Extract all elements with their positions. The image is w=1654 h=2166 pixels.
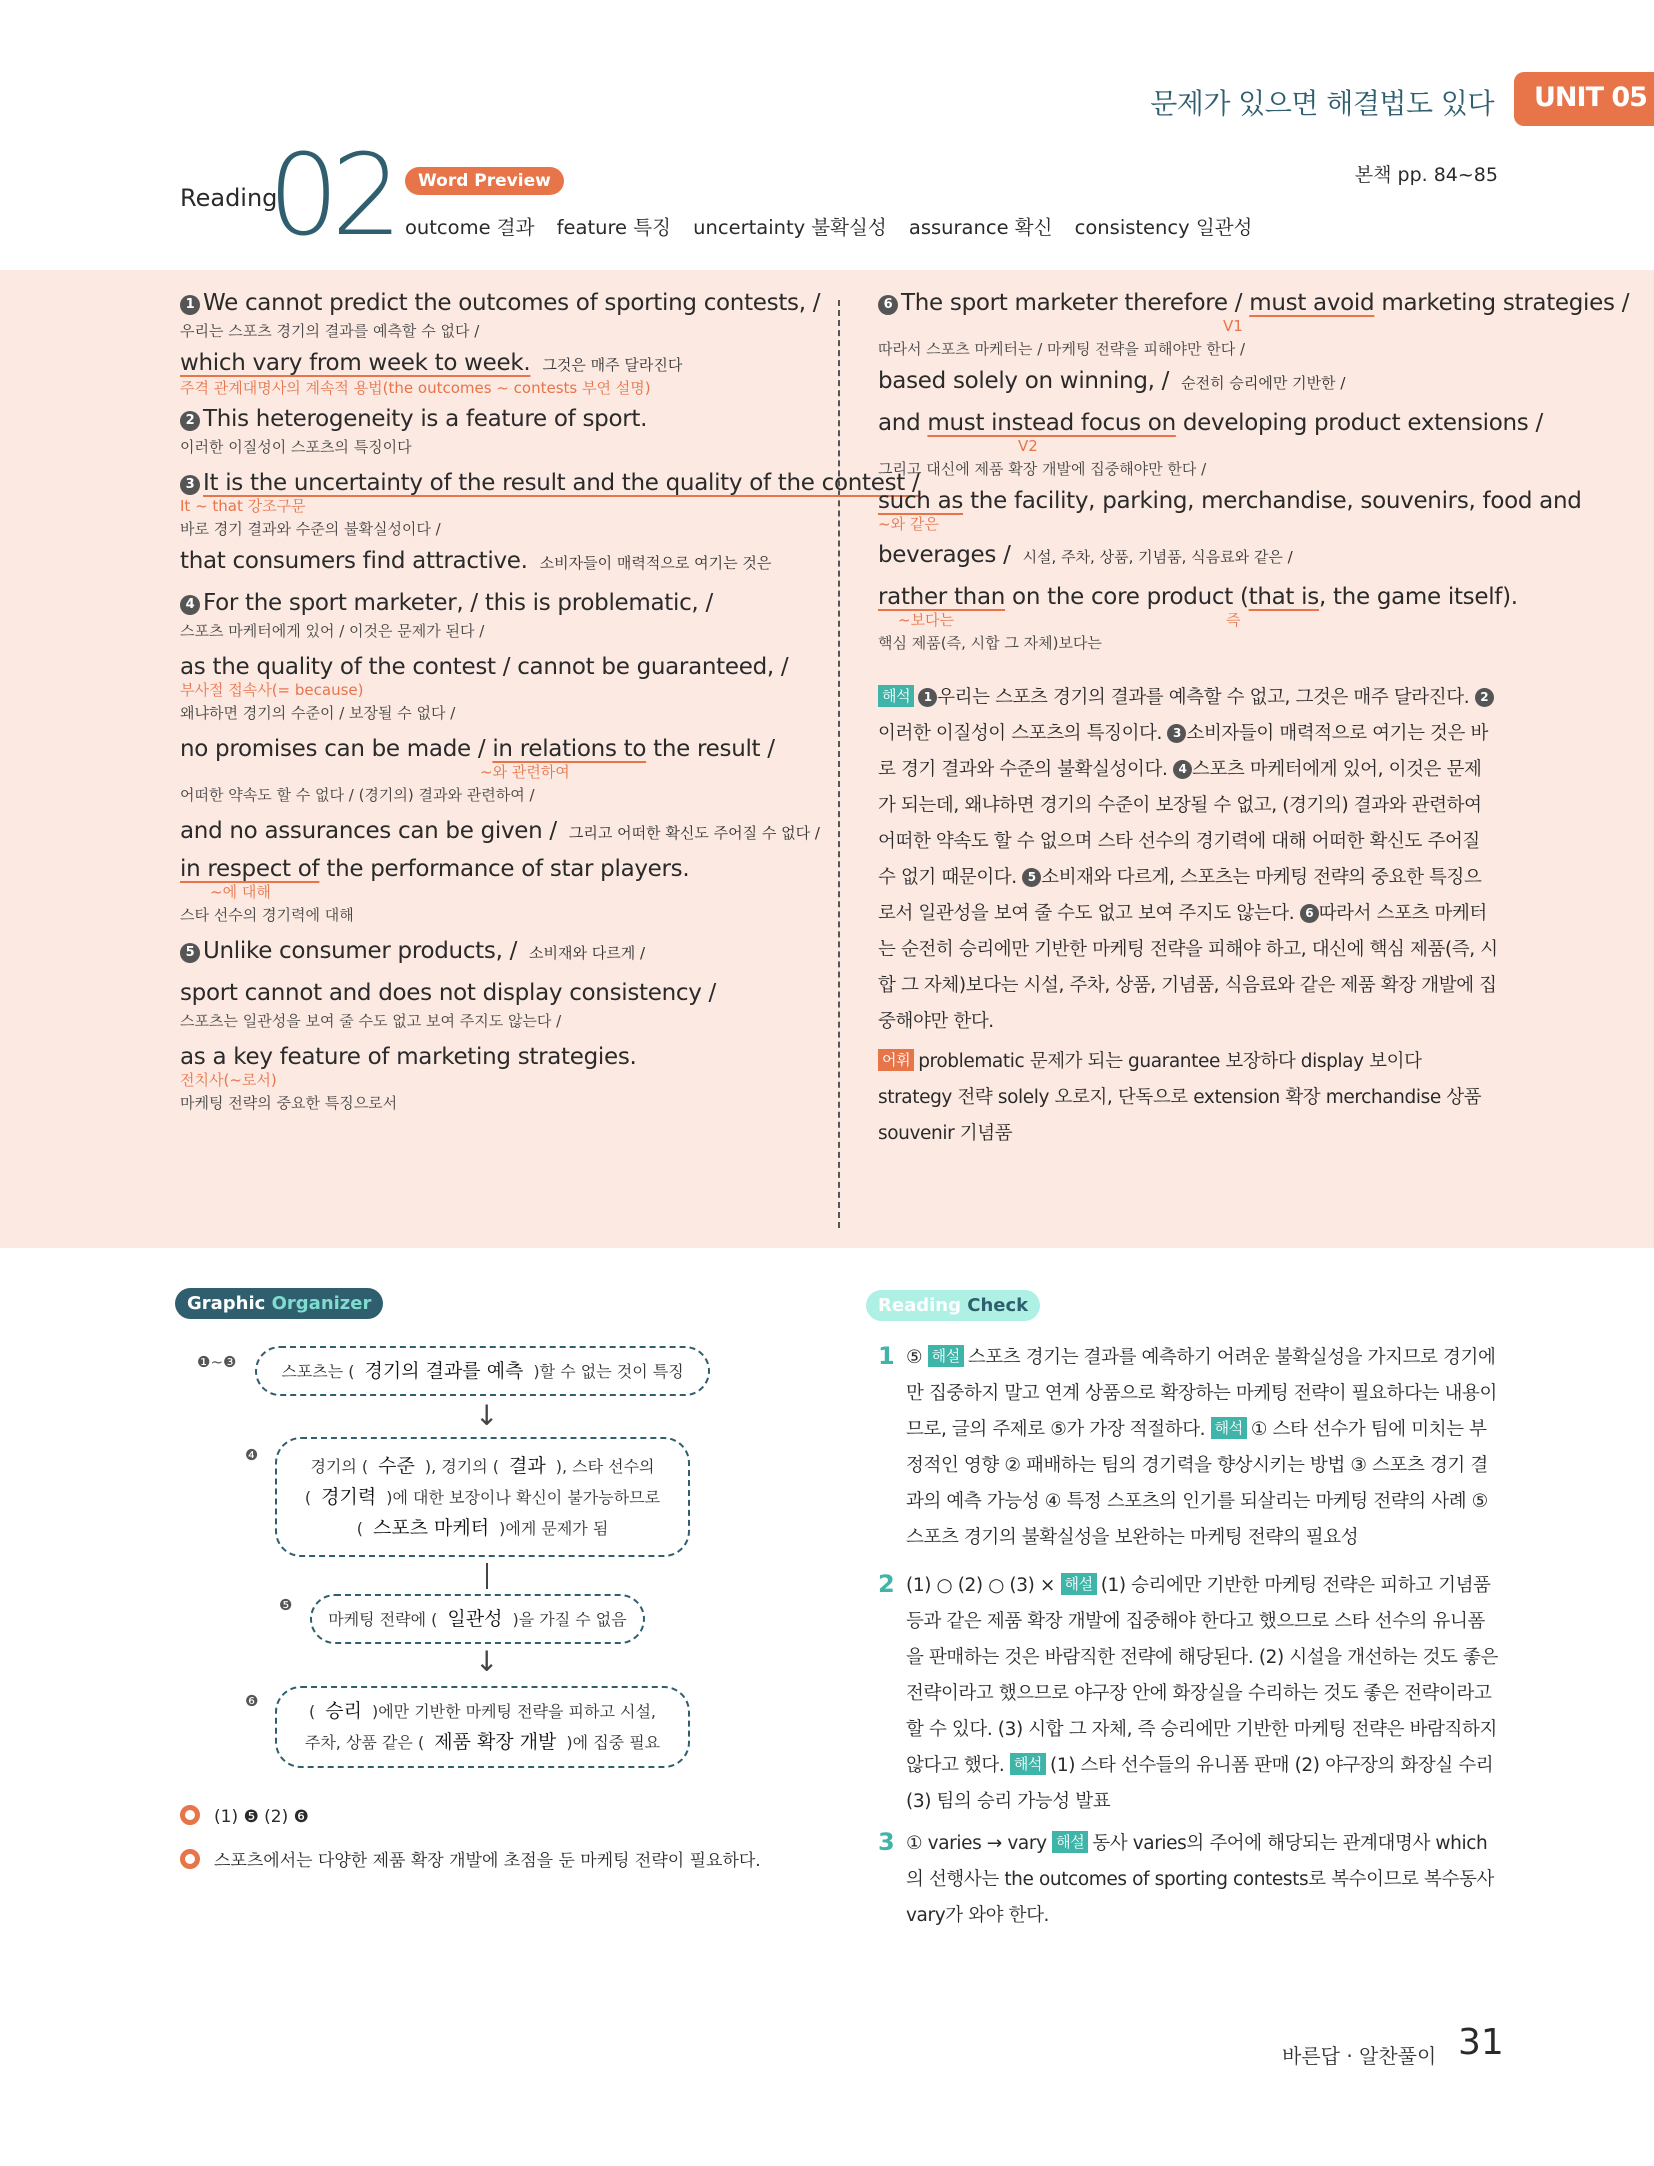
organizer-box-2: 경기의 ( 수준 ), 경기의 ( 결과 ), 스타 선수의 ( 경기력 )에 대한 보장이나 확신이 불가능하므로 ( 스포츠 마케터 )에게 문제가 됨 <box>275 1437 690 1557</box>
sentence-number-icon: 1 <box>180 295 200 315</box>
translation-line: 핵심 제품(즉, 시합 그 자체)보다는 <box>878 634 1102 652</box>
sentence-number-icon: 6 <box>878 295 898 315</box>
translation-tag: 해석 <box>878 685 914 707</box>
sentence-6d: such as the facility, parking, merchandise, souvenirs, food and <box>878 488 1582 514</box>
sentence-3a: 3 It is the uncertainty of the result and the quality of the contest / <box>180 468 820 498</box>
bullet-icon <box>180 1805 200 1825</box>
organizer-box-1: 스포츠는 ( 경기의 결과를 예측 )할 수 없는 것이 특징 <box>255 1346 710 1396</box>
translation-line: 따라서 스포츠 마케터는 / 마케팅 전략을 피해야만 한다 / <box>878 340 1246 358</box>
grammar-note: V2 <box>1018 437 1038 455</box>
grammar-note: It ~ that 강조구문 <box>180 497 306 515</box>
sentence-2: 2 This heterogeneity is a feature of sport. <box>180 404 820 434</box>
grammar-note: ~에 대해 <box>210 883 271 901</box>
translation-line: 스포츠 마케터에게 있어 / 이것은 문제가 된다 / <box>180 622 485 640</box>
organizer-answer-1: (1) ❺ (2) ❻ <box>180 1805 309 1827</box>
reading-check-badge: Reading Check <box>866 1290 1040 1321</box>
full-translation: 해석 1 우리는 스포츠 경기의 결과를 예측할 수 없고, 그것은 매주 달라진다. 2이러한 이질성이 스포츠의 특징이다. 3 소비자들이 매력적으로 여기는 것은 바로 경기 결과와 수준의 불확실성이다. 4 스포츠 마케터에게 있어, 이것은 문제가 되는데, 왜냐하면 경기의 수준이 보장될 수 없고, (경기의) 결과와 관련하여 어떠한 약속도 할 수 없으며 스타 선수의 경기력에 대해 어떠한 확신도 주어질 수 없기 때문이다. 5 소비재와 다르게, 스포츠는 마케팅 전략의 중요한 특징으로서 일관성을 보여 줄 수도 없고 보여 주지도 않는다. 6 따라서 스포츠 마케터는 순전히 승리에만 기반한 마케팅 전략을 피해야 하고, 대신에 핵심 제품(즉, 시합 그 자체)보다는 시설, 주차, 상품, 기념품, 식음료와 같은 제품 확장 개발에 집중해야만 한다. <box>878 687 1498 1032</box>
translation-line: 왜냐하면 경기의 수준이 / 보장될 수 없다 / <box>180 704 456 722</box>
sentence-6a: 6 The sport marketer therefore / must avoid marketing strategies / <box>878 288 1498 318</box>
sentence-number-icon: 2 <box>180 411 200 431</box>
vocabulary-list: 어휘 problematic 문제가 되는 guarantee 보장하다 display 보이다 strategy 전략 solely 오로지, 단독으로 extension 확장 merchandise 상품 souvenir 기념품 <box>878 1051 1482 1144</box>
sentence-4d: and no assurances can be given / 그리고 어떠한 확신도 주어질 수 없다 / <box>180 818 820 844</box>
grammar-note: ~와 같은 <box>878 515 939 533</box>
sentence-1a: 1 We cannot predict the outcomes of sporting contests, / <box>180 288 820 318</box>
sentence-number-icon: 5 <box>180 943 200 963</box>
organizer-label: ❶~❸ <box>197 1353 237 1371</box>
grammar-note: ~와 관련하여 <box>480 763 570 781</box>
translation-line: 마케팅 전략의 중요한 특징으로서 <box>180 1094 398 1112</box>
translation-line: 이러한 이질성이 스포츠의 특징이다 <box>180 438 412 456</box>
sentence-6f: rather than on the core product (that is, the game itself). <box>878 584 1518 610</box>
organizer-box-4: ( 승리 )에만 기반한 마케팅 전략을 피하고 시설, 주차, 상품 같은 ( 제품 확장 개발 )에 집중 필요 <box>275 1686 690 1768</box>
organizer-answer-2: 스포츠에서는 다양한 제품 확장 개발에 초점을 둔 마케팅 전략이 필요하다. <box>180 1846 761 1871</box>
word-preview-item: feature 특징 <box>556 216 671 239</box>
sentence-4a: 4 For the sport marketer, / this is problematic, / <box>180 588 820 618</box>
page-number: 31 <box>1458 2022 1504 2063</box>
translation-line: 우리는 스포츠 경기의 결과를 예측할 수 없다 / <box>180 322 480 340</box>
word-preview-badge: Word Preview <box>405 167 564 195</box>
word-preview-item: assurance 확신 <box>908 216 1053 239</box>
word-preview-list <box>405 212 1268 240</box>
sentence-4e: in respect of the performance of star players. <box>180 856 690 882</box>
translation-line: 그리고 대신에 제품 확장 개발에 집중해야만 한다 / <box>878 460 1207 478</box>
reading-label: Reading <box>180 184 278 212</box>
word-preview-item: consistency 일관성 <box>1074 216 1253 239</box>
passage-right-column <box>878 288 1630 1152</box>
sentence-4b: as the quality of the contest / cannot be guaranteed, / <box>180 654 789 680</box>
translation-line: 바로 경기 결과와 수준의 불확실성이다 / <box>180 520 441 538</box>
grammar-note-row: ~보다는 즉 <box>898 611 1241 629</box>
reading-check-item-2: 2 (1) ○ (2) ○ (3) × 해설 (1) 승리에만 기반한 마케팅 전략은 피하고 기념품 등과 같은 제품 확장 개발에 집중해야 한다고 했으므로 스타 선수의 유니폼을 판매하는 것은 바람직한 전략에 해당된다. (2) 시설을 개선하는 것도 좋은 전략이라고 했으므로 야구장 안에 화장실을 수리하는 것도 좋은 전략이라고 할 수 있다. (3) 시합 그 자체, 즉 승리에만 기반한 마케팅 전략은 바람직하지 않다고 했다. 해석 (1) 스타 선수들의 유니폼 판매 (2) 야구장의 화장실 수리 (3) 팀의 승리 가능성 발표 <box>878 1570 1498 1812</box>
sentence-5c: as a key feature of marketing strategies. <box>180 1044 637 1070</box>
organizer-box-3: 마케팅 전략에 ( 일관성 )을 가질 수 없음 <box>310 1594 645 1644</box>
organizer-label: ❻ <box>245 1692 259 1710</box>
footer-book-title: 바른답 · 알찬풀이 <box>1282 2044 1437 2068</box>
translation-line: 스포츠는 일관성을 보여 줄 수도 없고 보여 주지도 않는다 / <box>180 1012 562 1030</box>
organizer-label: ❹ <box>245 1446 259 1464</box>
grammar-note: 주격 관계대명사의 계속적 용법(the outcomes ~ contests 부연 설명) <box>180 379 651 397</box>
reading-check-item-3: 3 ① varies → vary 해설 동사 varies의 주어에 해당되는 관계대명사 which의 선행사는 the outcomes of sporting contests로 복수이므로 복수동사 vary가 와야 한다. <box>878 1828 1494 1926</box>
column-divider <box>838 300 840 1228</box>
reading-number: 02 <box>268 131 395 261</box>
sentence-5a: 5 Unlike consumer products, / 소비재와 다르게 / <box>180 936 820 968</box>
bullet-icon <box>180 1849 200 1869</box>
sentence-number-icon: 3 <box>180 475 200 495</box>
connector-line <box>486 1563 488 1589</box>
down-arrow-icon: ↓ <box>475 1645 499 1678</box>
sentence-4c: no promises can be made / in relations to the result / <box>180 736 775 762</box>
graphic-organizer-badge: Graphic Organizer <box>175 1288 383 1319</box>
grammar-note: 전치사(~로서) <box>180 1071 277 1089</box>
grammar-note: V1 <box>1223 317 1243 335</box>
sentence-6c: and must instead focus on developing product extensions / <box>878 410 1543 436</box>
sentence-5b: sport cannot and does not display consistency / <box>180 980 717 1006</box>
page-reference: 본책 pp. 84~85 <box>1354 164 1498 186</box>
unit-tab: UNIT 05 <box>1514 72 1654 126</box>
down-arrow-icon: ↓ <box>475 1399 499 1432</box>
sentence-6b: based solely on winning, / 순전히 승리에만 기반한 / <box>878 368 1346 394</box>
sentence-6e: beverages / 시설, 주차, 상품, 기념품, 식음료와 같은 / <box>878 542 1293 568</box>
translation-line: 스타 선수의 경기력에 대해 <box>180 906 354 924</box>
vocab-tag: 어휘 <box>878 1049 914 1071</box>
sentence-number-icon: 4 <box>180 595 200 615</box>
translation-line: 어떠한 약속도 할 수 없다 / (경기의) 결과와 관련하여 / <box>180 786 535 804</box>
word-preview-item: uncertainty 불확실성 <box>693 216 887 239</box>
grammar-note: 부사절 접속사(= because) <box>180 681 364 699</box>
sentence-3b: that consumers find attractive. 소비자들이 매력적으로 여기는 것은 <box>180 548 772 574</box>
sentence-1b: which vary from week to week. 그것은 매주 달라진다 <box>180 350 683 376</box>
organizer-label: ❺ <box>279 1596 293 1614</box>
word-preview-item: outcome 결과 <box>405 216 535 239</box>
chapter-title: 문제가 있으면 해결법도 있다 <box>1150 87 1494 120</box>
reading-check-item-1: 1 ⑤ 해설 스포츠 경기는 결과를 예측하기 어려운 불확실성을 가지므로 경기에만 집중하지 말고 연계 상품으로 확장하는 마케팅 전략이 필요하다는 내용이므로, 글의 주제로 ⑤가 가장 적절하다. 해석 ① 스타 선수가 팀에 미치는 부정적인 영향 ② 패배하는 팀의 경기력을 향상시키는 방법 ③ 스포츠 경기 결과의 예측 가능성 ④ 특정 스포츠의 인기를 되살리는 마케팅 전략의 사례 ⑤ 스포츠 경기의 불확실성을 보완하는 마케팅 전략의 필요성 <box>878 1342 1497 1548</box>
